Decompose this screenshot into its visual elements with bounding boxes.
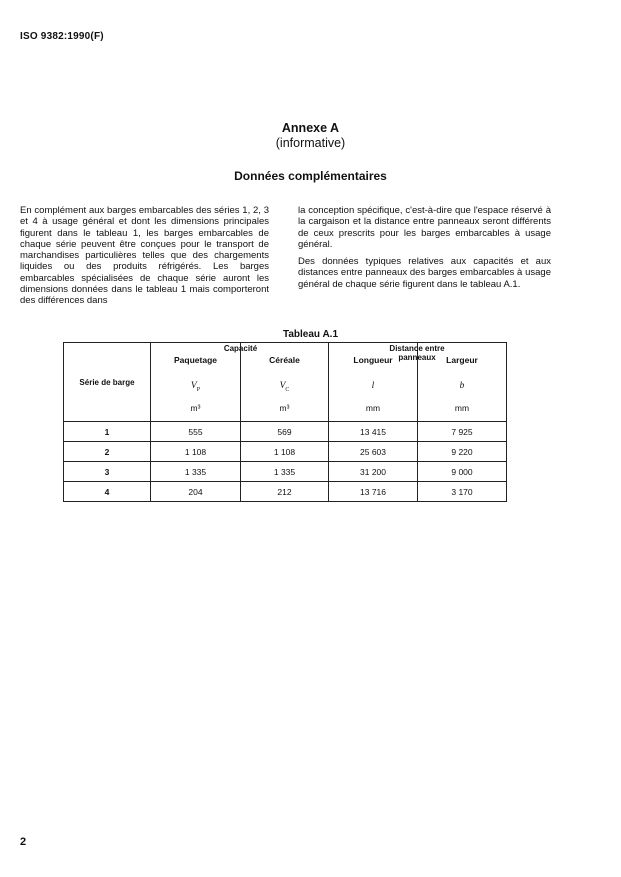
left-column <box>20 205 269 313</box>
group-header-capacity: Capacité <box>223 344 258 353</box>
column-header-label: Céréale <box>269 355 300 365</box>
column-header-largeur <box>418 343 507 422</box>
cell-largeur: 9 000 <box>418 462 507 482</box>
cell-paquetage: 1 108 <box>151 442 241 462</box>
cell-longueur: 13 716 <box>329 482 418 502</box>
column-symbol: b <box>459 381 465 391</box>
paragraph: la conception spécifique, c'est-à-dire que l'espace réservé à la cargaison et la distance entre panneaux seront différents de ceux prescrits pour les barges embarcables à usage général. <box>298 205 551 250</box>
column-header-label: Paquetage <box>174 355 217 365</box>
cell-paquetage: 204 <box>151 482 241 502</box>
column-header-label: Longueur <box>353 355 393 365</box>
annex-title: Annexe A <box>281 121 340 135</box>
table-row <box>64 482 507 502</box>
cell-longueur: 25 603 <box>329 442 418 462</box>
right-column <box>298 205 551 296</box>
column-unit: mm <box>365 403 381 413</box>
table-header-row <box>64 343 507 422</box>
symbol-subscript: C <box>285 386 290 393</box>
cell-cereale: 569 <box>241 422 329 442</box>
row-serie: 1 <box>64 422 151 442</box>
row-serie: 3 <box>64 462 151 482</box>
column-symbol <box>151 381 240 393</box>
cell-longueur: 31 200 <box>329 462 418 482</box>
cell-paquetage: 1 335 <box>151 462 241 482</box>
document-reference: ISO 9382:1990(F) <box>20 31 104 42</box>
cell-cereale: 212 <box>241 482 329 502</box>
cell-cereale: 1 108 <box>241 442 329 462</box>
column-symbol <box>241 381 328 393</box>
table-caption: Tableau A.1 <box>282 329 338 340</box>
column-header-serie: Série de barge <box>64 343 151 422</box>
data-table <box>63 342 507 502</box>
paragraph: Des données typiques relatives aux capacités et aux distances entre panneaux des barges embarcables à usage général de chaque série figurent dans le tableau A.1. <box>298 256 551 290</box>
cell-paquetage: 555 <box>151 422 241 442</box>
table-row <box>64 462 507 482</box>
paragraph: En complément aux barges embarcables des séries 1, 2, 3 et 4 à usage général et dont les dimensions principales figurent dans le tableau 1, les barges embarcables de chaque série peuvent être conçues pour le transport de marchandises particulières telles que des chargements liquides ou des produits réfrigérés. Les barges embarcables spécialisées de chaque série auront les dimensions données dans le tableau 1 mais comporteront des différences dans <box>20 205 269 307</box>
annex-subtitle: (informative) <box>275 136 346 150</box>
group-header-distance: Distance entre panneaux <box>389 344 445 362</box>
column-symbol: l <box>371 381 375 391</box>
table-row <box>64 442 507 462</box>
column-unit: m³ <box>279 403 290 413</box>
column-unit: m³ <box>190 403 201 413</box>
cell-longueur: 13 415 <box>329 422 418 442</box>
cell-largeur: 7 925 <box>418 422 507 442</box>
column-header-cereale <box>241 343 329 422</box>
symbol-letter: $V_P$ <box>190 381 201 393</box>
row-serie: 2 <box>64 442 151 462</box>
row-serie: 4 <box>64 482 151 502</box>
cell-largeur: 3 170 <box>418 482 507 502</box>
page-number: 2 <box>20 836 27 848</box>
column-header-paquetage <box>151 343 258 422</box>
section-title: Données complémentaires <box>234 169 387 183</box>
cell-largeur: 9 220 <box>418 442 507 462</box>
symbol-subscript: P <box>196 386 201 393</box>
table-row <box>64 422 507 442</box>
symbol-letter: $V_C$ <box>279 381 290 393</box>
column-unit: mm <box>454 403 470 413</box>
column-header-label: Largeur <box>446 355 478 365</box>
cell-cereale: 1 335 <box>241 462 329 482</box>
column-header-longueur <box>329 343 445 422</box>
